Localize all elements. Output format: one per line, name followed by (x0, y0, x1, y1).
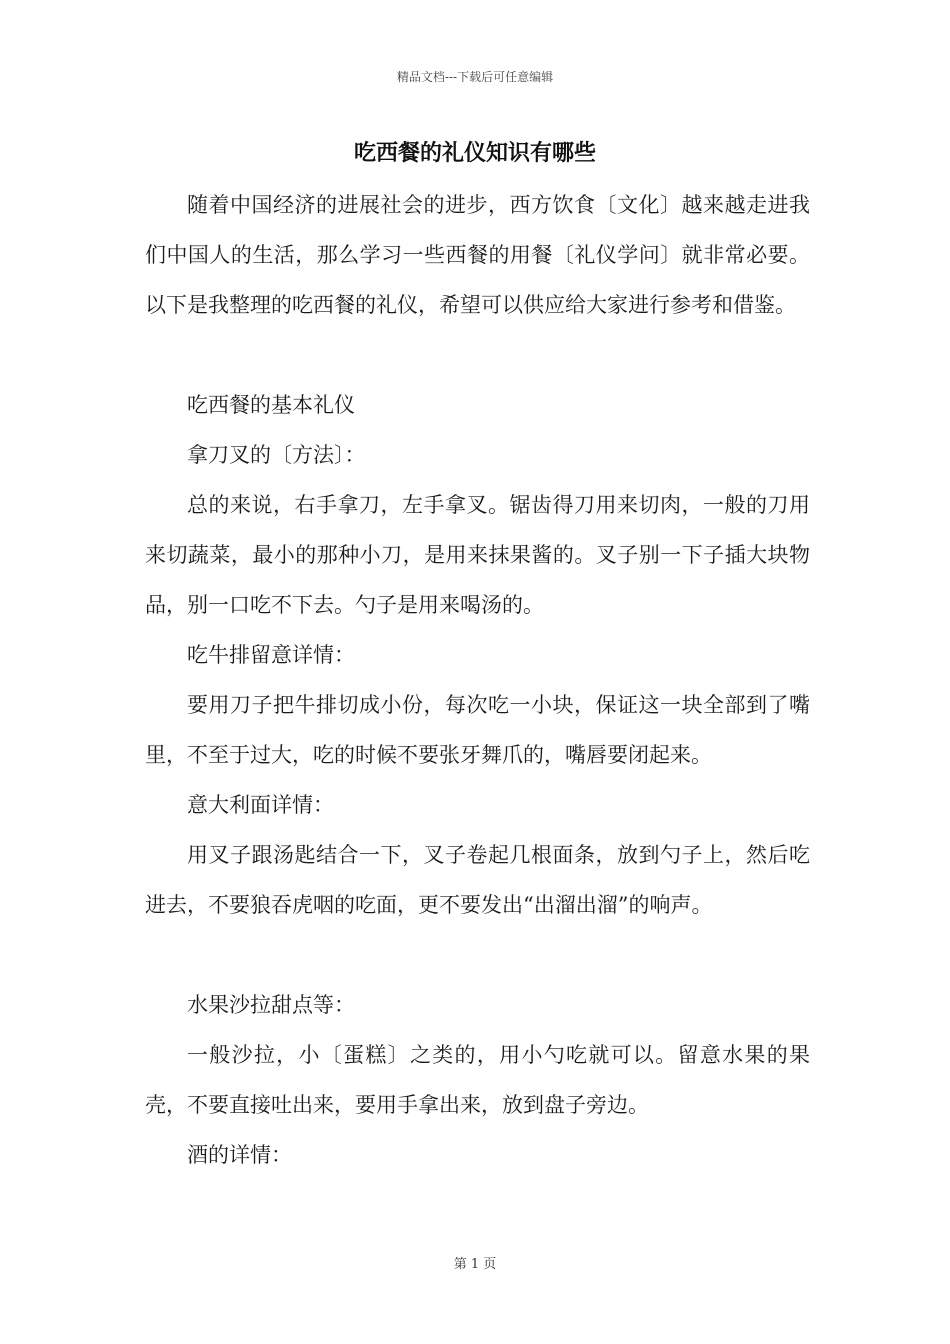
paragraph-pasta: 用叉子跟汤匙结合一下，叉子卷起几根面条，放到勺子上，然后吃进去，不要狼吞虎咽的吃面，更不要发出“出溜出溜”的响声。 (145, 843, 810, 917)
page-number: 第 1 页 (453, 1257, 497, 1272)
document-body (145, 180, 810, 1180)
paragraph-knife-fork: 总的来说，右手拿刀，左手拿叉。锯齿得刀用来切肉，一般的刀用来切蔬菜，最小的那种小刀，是用来抹果酱的。叉子别一下子插大块物品，别一口吃不下去。勺子是用来喝汤的。 (145, 493, 810, 617)
section-heading-basic-etiquette: 吃西餐的基本礼仪 (187, 393, 355, 417)
subheading-salad-dessert: 水果沙拉甜点等： (187, 993, 355, 1017)
paragraph-steak: 要用刀子把牛排切成小份，每次吃一小块，保证这一块全部到了嘴里，不至于过大，吃的时候不要张牙舞爪的，嘴唇要闭起来。 (145, 693, 810, 767)
paragraph-salad-dessert: 一般沙拉，小〔蛋糕〕之类的，用小勺吃就可以。留意水果的果壳，不要直接吐出来，要用手拿出来，放到盘子旁边。 (145, 1043, 810, 1117)
paragraph-spacer (145, 330, 810, 380)
subheading-wine: 酒的详情： (187, 1143, 292, 1167)
intro-paragraph: 随着中国经济的进展社会的进步，西方饮食〔文化〕越来越走进我们中国人的生活，那么学习一些西餐的用餐〔礼仪学问〕就非常必要。以下是我整理的吃西餐的礼仪，希望可以供应给大家进行参考和借鉴。 (145, 193, 810, 317)
subheading-knife-fork: 拿刀叉的〔方法〕： (187, 443, 366, 467)
subheading-pasta: 意大利面详情： (187, 793, 334, 817)
page-header: 精品文档---下载后可任意编辑 (396, 70, 554, 84)
paragraph-spacer (145, 930, 810, 980)
document-title: 吃西餐的礼仪知识有哪些 (353, 140, 596, 166)
subheading-steak: 吃牛排留意详情： (187, 643, 355, 667)
